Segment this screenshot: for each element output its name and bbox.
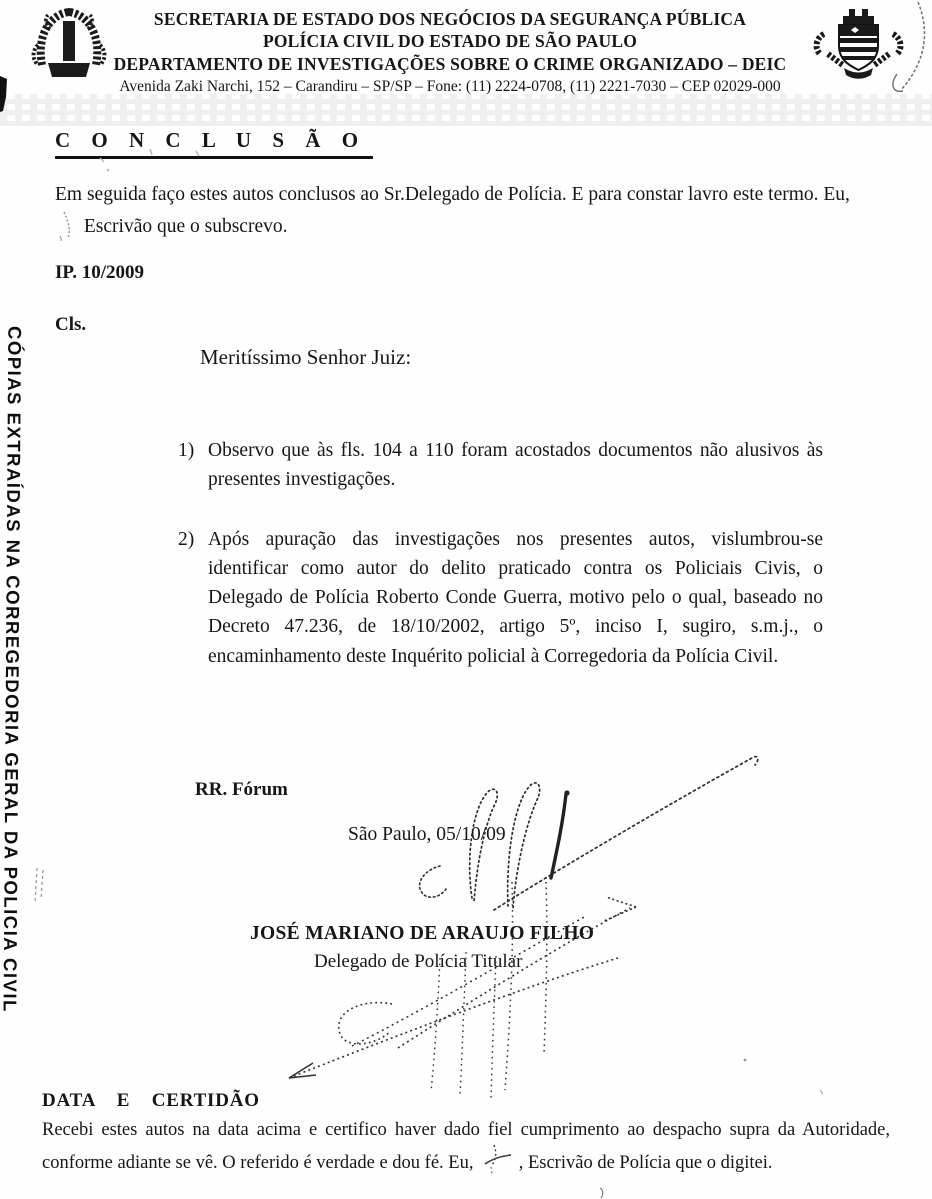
certidao-paragraph — [42, 1117, 890, 1177]
rr-forum-label: RR. Fórum — [195, 779, 288, 800]
petition-items — [178, 436, 823, 701]
scan-noise-band — [0, 94, 932, 126]
section-title-conclusao: C O N C L U S Ã O — [55, 128, 373, 159]
cls-label: Cls. — [55, 314, 87, 335]
case-number: IP. 10/2009 — [55, 262, 145, 283]
section-title-certidao: DATA E CERTIDÃO — [42, 1090, 260, 1111]
letterhead-line3: DEPARTAMENTO DE INVESTIGAÇÕES SOBRE O CRIME ORGANIZADO – DEIC — [113, 53, 787, 74]
conclusao-paragraph — [55, 180, 860, 242]
item-text: Após apuração das investigações nos presentes autos, vislumbrou-se identificar como autor do delito praticado contra os Policiais Civis, o Delegado de Polícia Roberto Conde Guerra, motivo pelo o qual, baseado no Decreto 47.236, de 18/10/2002, artigo 5º, inciso I, sugiro, s.m.j., o encaminhamento deste Inquérito policial à Corregedoria da Polícia Civil. — [208, 528, 823, 667]
letterhead-line2: POLÍCIA CIVIL DO ESTADO DE SÃO PAULO — [262, 31, 638, 52]
signer-name: JOSÉ MARIANO DE ARAUJO FILHO — [250, 923, 595, 944]
signer-title: Delegado de Polícia Titular — [314, 951, 523, 972]
letterhead-line1: SECRETARIA DE ESTADO DOS NEGÓCIOS DA SEGURANÇA PÚBLICA — [153, 9, 747, 29]
letterhead-address: Avenida Zaki Narchi, 152 – Carandiru – SP/SP – Fone: (11) 2224-0708, (11) 2221-7030 – CEP 02029-000 — [119, 78, 781, 96]
conclusao-text-before: Em seguida faço estes autos conclusos ao Sr.Delegado de Polícia. E para constar lavro este termo. Eu, — [55, 184, 850, 205]
item-number: 2) — [178, 528, 195, 550]
dateline: São Paulo, 05/10/09 — [348, 824, 506, 845]
petition-item-1 — [178, 436, 823, 495]
conclusao-text-after: Escrivão que o subscrevo. — [83, 216, 288, 238]
petition-item-2 — [178, 525, 823, 671]
certidao-text-after: , Escrivão de Polícia que o digitei. — [518, 1153, 773, 1174]
salutation: Meritíssimo Senhor Juiz: — [200, 345, 412, 369]
item-text: Observo que às fls. 104 a 110 foram acostados documentos não alusivos às presentes investigações. — [208, 440, 823, 491]
pen-tick-icon — [478, 1143, 514, 1177]
vertical-registry-stamp: CÓPIAS EXTRAÍDAS NA CORREGEDORIA GERAL DA POLICIA CIVIL — [0, 325, 26, 1013]
certidao-text-before: Recebi estes autos na data acima e certifico haver dado fiel cumprimento ao despacho supra da Autoridade, conforme adiante se vê. O referido é verdade e dou fé. Eu, — [42, 1120, 890, 1174]
pen-mark-icon — [55, 209, 79, 241]
item-number: 1) — [178, 440, 195, 461]
letterhead — [95, 8, 805, 97]
right-coat-of-arms-icon — [810, 4, 907, 84]
